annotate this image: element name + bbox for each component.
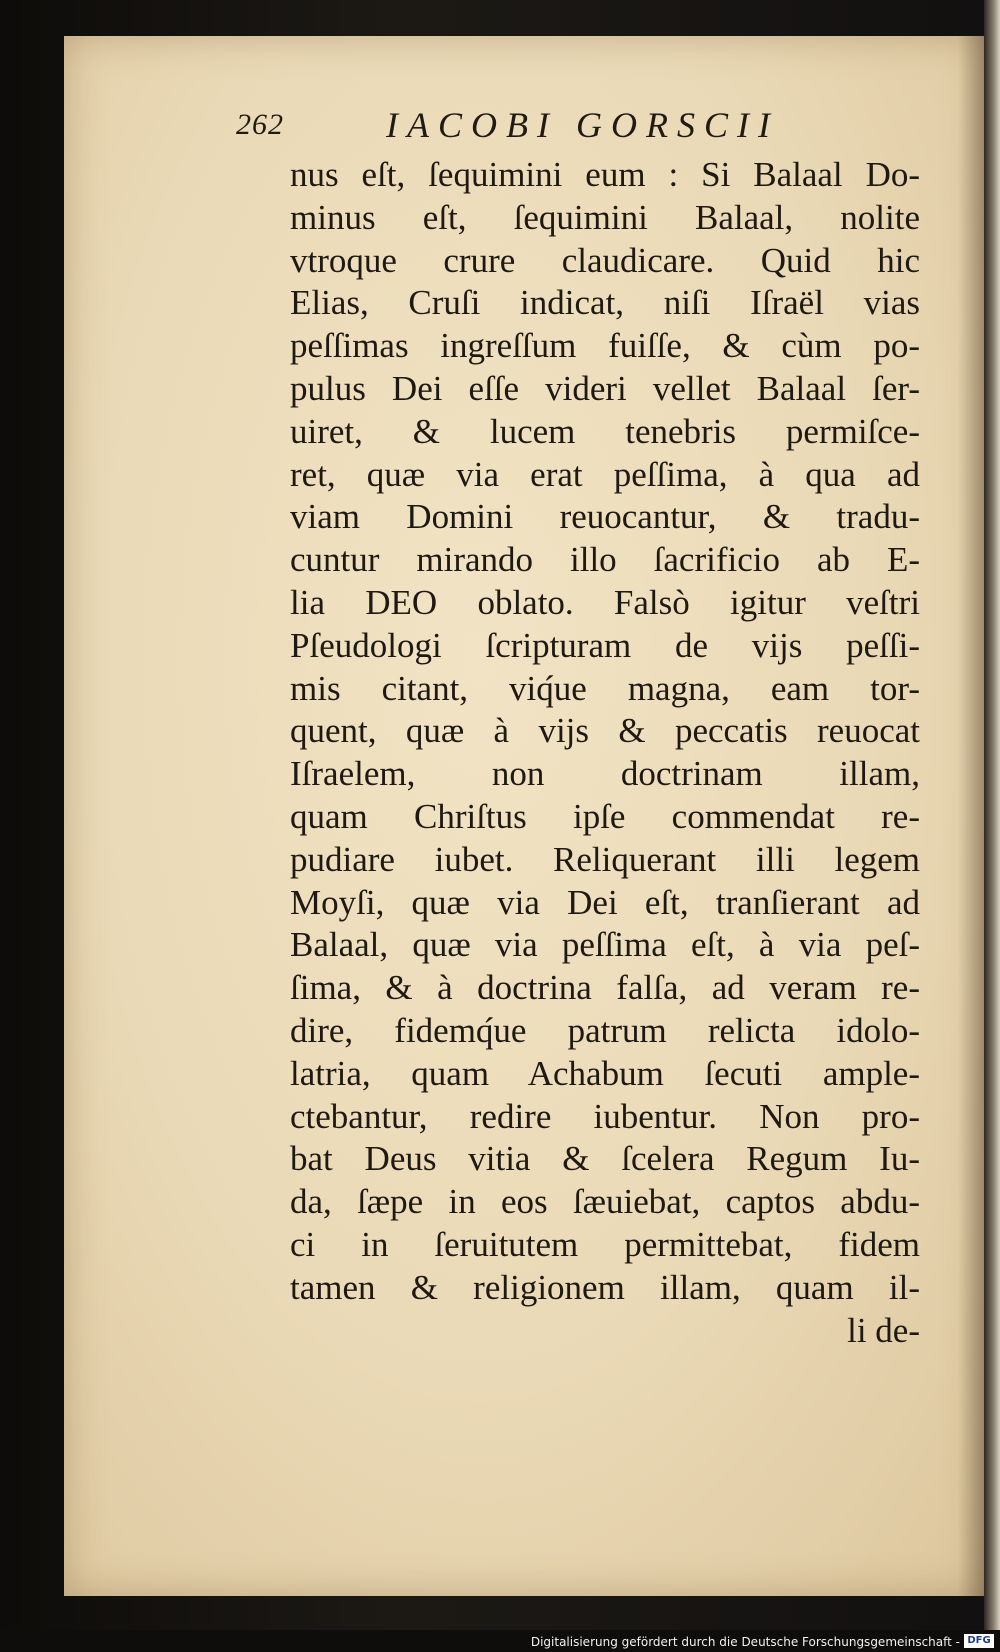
text-line: viam Domini reuocantur, & tradu- (290, 497, 920, 537)
running-title: IACOBI GORSCII (386, 105, 779, 145)
text-line: quam Chriſtus ipſe commendat re- (290, 796, 920, 836)
text-line: ſima, & à doctrina falſa, ad veram re- (290, 968, 920, 1008)
text-line: vtroque crure claudicare. Quid hic (290, 240, 920, 280)
text-line: cuntur mirando illo ſacrificio ab E- (290, 540, 920, 580)
dfg-logo-icon: DFG (964, 1634, 994, 1648)
text-line: ci in ſeruitutem permittebat, fidem (290, 1224, 920, 1264)
text-line: quent, quæ à vijs & peccatis reuocat (290, 711, 920, 751)
text-line: Iſraelem, non doctrinam illam, (290, 754, 920, 794)
text-line: Moyſi, quæ via Dei eſt, tranſierant ad (290, 882, 920, 922)
text-line: minus eſt, ſequimini Balaal, nolite (290, 197, 920, 237)
text-line: Pſeudologi ſcripturam de vijs peſſi- (290, 625, 920, 665)
page-number: 262 (236, 108, 284, 141)
text-line: uiret, & lucem tenebris permiſce- (290, 411, 920, 451)
scanner-edge (984, 0, 1000, 1652)
text-line: Balaal, quæ via peſſima eſt, à via peſ- (290, 925, 920, 965)
text-line: da, ſæpe in eos ſæuiebat, captos abdu- (290, 1182, 920, 1222)
text-line: pudiare iubet. Reliquerant illi legem (290, 839, 920, 879)
page-header (236, 104, 896, 150)
text-line: ret, quæ via erat peſſima, à qua ad (290, 454, 920, 494)
catchword: li de- (847, 1310, 920, 1350)
text-line: ctebantur, redire iubentur. Non pro- (290, 1096, 920, 1136)
text-line: peſſimas ingreſſum fuiſſe, & cùm po- (290, 326, 920, 366)
text-line: latria, quam Achabum ſecuti ample- (290, 1053, 920, 1093)
footer-bar (0, 1630, 1000, 1652)
text-line: tamen & religionem illam, quam il- (290, 1267, 920, 1307)
digitization-credit: Digitalisierung gefördert durch die Deutsche Forschungsgemeinschaft - (530, 1635, 960, 1649)
text-line: lia DEO oblato. Falsò igitur veſtri (290, 582, 920, 622)
text-line: nus eſt, ſequimini eum : Si Balaal Do- (290, 155, 920, 194)
text-line: bat Deus vitia & ſcelera Regum Iu- (290, 1139, 920, 1179)
text-line: Elias, Cruſi indicat, niſi Iſraël vias (290, 283, 920, 323)
text-line: pulus Dei eſſe videri vellet Balaal ſer- (290, 368, 920, 408)
text-line: mis citant, viq́ue magna, eam tor- (290, 668, 920, 708)
body-text (290, 154, 920, 1352)
text-line: dire, fidemq́ue patrum relicta idolo- (290, 1010, 920, 1050)
